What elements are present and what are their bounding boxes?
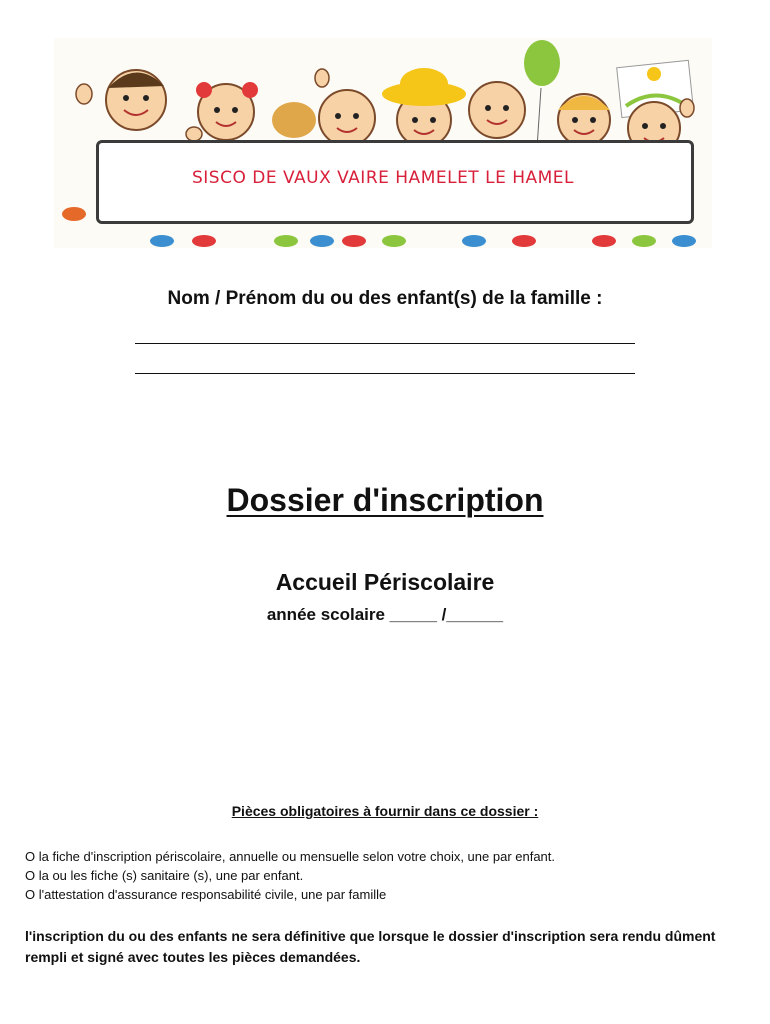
header-banner	[54, 38, 712, 248]
list-item: O l'attestation d'assurance responsabilité civile, une par famille	[25, 887, 387, 902]
required-documents-heading: Pièces obligatoires à fournir dans ce dossier :	[231, 803, 539, 819]
family-names-line-2[interactable]	[135, 373, 635, 374]
list-item: O la fiche d'inscription périscolaire, annuelle ou mensuelle selon votre choix, une par enfant.	[25, 849, 556, 864]
list-item: O la ou les fiche (s) sanitaire (s), une par enfant.	[25, 868, 304, 883]
required-documents-list	[25, 847, 555, 904]
family-names-heading: Nom / Prénom du ou des enfant(s) de la famille :	[167, 288, 603, 309]
school-year-field[interactable]: année scolaire _____ /______	[266, 605, 504, 624]
document-subtitle: Accueil Périscolaire	[275, 569, 495, 595]
balloon-icon	[524, 40, 560, 86]
document-title: Dossier d'inscription	[226, 482, 544, 518]
family-names-line-1[interactable]	[135, 343, 635, 344]
final-note: l'inscription du ou des enfants ne sera définitive que lorsque le dossier d'inscription sera rendu dûment rempli et signé avec toutes les pièces demandées.	[25, 928, 716, 965]
school-name: SISCO DE VAUX VAIRE HAMELET LE HAMEL	[191, 168, 575, 188]
